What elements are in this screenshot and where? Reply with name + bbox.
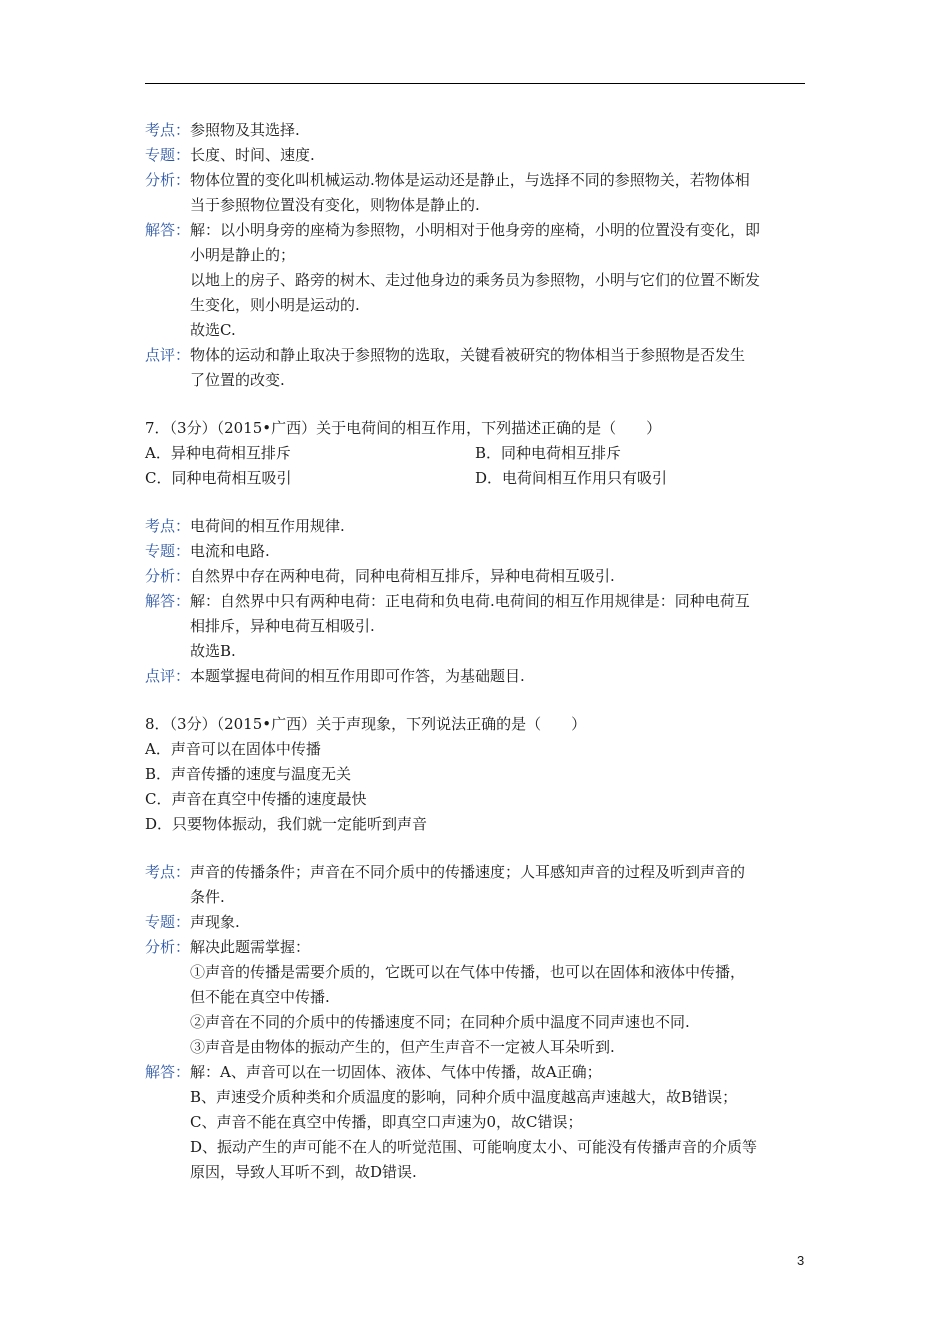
q7-options	[145, 441, 810, 491]
text-line: D、振动产生的声可能不在人的听觉范围、可能响度太小、可能没有传播声音的介质等	[190, 1138, 758, 1156]
text-line: 解：自然界中只有两种电荷：正电荷和负电荷.电荷间的相互作用规律是：同种电荷互	[190, 592, 750, 610]
text-line: 相排斥，异种电荷互相吸引.	[190, 617, 375, 635]
q8-kaodian	[145, 860, 810, 910]
text-line: 解：以小明身旁的座椅为参照物，小明相对于他身旁的座椅，小明的位置没有变化，即	[190, 221, 761, 239]
q6-fenxi	[145, 168, 810, 218]
text-line: 原因，导致人耳听不到，故D错误.	[190, 1163, 417, 1181]
text-line: 小明是静止的；	[190, 246, 296, 264]
q6-kaodian	[145, 118, 810, 143]
page-number: 3	[797, 1253, 805, 1268]
label-dianping: 点评：	[145, 346, 191, 364]
text-line: 声音的传播条件；声音在不同介质中的传播速度；人耳感知声音的过程及听到声音的	[190, 863, 746, 881]
q8-stem: 8．（3分）（2015•广西）关于声现象，下列说法正确的是（ ）	[145, 715, 587, 733]
text-line: 长度、时间、速度.	[190, 146, 315, 164]
q7-option-a: A．异种电荷相互排斥	[145, 444, 291, 462]
text-line: C、声音不能在真空中传播，即真空口声速为0，故C错误；	[190, 1113, 583, 1131]
q8-fenxi	[145, 935, 810, 1060]
text-line: ①声音的传播是需要介质的，它既可以在气体中传播，也可以在固体和液体中传播，	[190, 963, 746, 981]
text-line: 故选B.	[190, 642, 236, 660]
q8-option-d: D．只要物体振动，我们就一定能听到声音	[145, 815, 428, 833]
text-line: 故选C.	[190, 321, 236, 339]
text-line: 了位置的改变.	[190, 371, 285, 389]
text-line: 参照物及其选择.	[190, 121, 300, 139]
q7-option-c: C．同种电荷相互吸引	[145, 469, 292, 487]
q8-option-c: C．声音在真空中传播的速度最快	[145, 790, 367, 808]
label-fenxi: 分析：	[145, 567, 191, 585]
text-line: ②声音在不同的介质中的传播速度不同；在同种介质中温度不同声速也不同.	[190, 1013, 690, 1031]
q6-dianping	[145, 343, 810, 393]
label-kaodian: 考点：	[145, 863, 191, 881]
q7-option-b: B．同种电荷相互排斥	[475, 444, 622, 462]
text-line: 电流和电路.	[190, 542, 270, 560]
q8-option-b: B．声音传播的速度与温度无关	[145, 765, 352, 783]
label-kaodian: 考点：	[145, 121, 191, 139]
text-line: 当于参照物位置没有变化，则物体是静止的.	[190, 196, 480, 214]
label-jieda: 解答：	[145, 592, 191, 610]
text-line: 本题掌握电荷间的相互作用即可作答，为基础题目.	[190, 667, 525, 685]
text-line: B、声速受介质种类和介质温度的影响，同种介质中温度越高声速越大，故B错误；	[190, 1088, 738, 1106]
q7-kaodian	[145, 514, 810, 539]
q7-dianping	[145, 664, 810, 689]
q7-jieda	[145, 589, 810, 664]
label-zhuanti: 专题：	[145, 146, 191, 164]
label-jieda: 解答：	[145, 221, 191, 239]
text-line: 自然界中存在两种电荷，同种电荷相互排斥，异种电荷相互吸引.	[190, 567, 615, 585]
label-fenxi: 分析：	[145, 938, 191, 956]
text-line: ③声音是由物体的振动产生的，但产生声音不一定被人耳朵听到.	[190, 1038, 615, 1056]
header-rule	[145, 83, 805, 84]
text-line: 解决此题需掌握：	[190, 938, 311, 956]
q8-option-a: A．声音可以在固体中传播	[145, 740, 321, 758]
text-line: 电荷间的相互作用规律.	[190, 517, 345, 535]
text-line: 以地上的房子、路旁的树木、走过他身边的乘务员为参照物，小明与它们的位置不断发	[190, 271, 761, 289]
q6-jieda	[145, 218, 810, 343]
label-dianping: 点评：	[145, 667, 191, 685]
label-zhuanti: 专题：	[145, 913, 191, 931]
label-kaodian: 考点：	[145, 517, 191, 535]
q8-zhuanti	[145, 910, 810, 935]
q7-option-d: D．电荷间相互作用只有吸引	[475, 469, 668, 487]
q6-zhuanti	[145, 143, 810, 168]
q8-jieda	[145, 1060, 810, 1185]
text-line: 解：A、声音可以在一切固体、液体、气体中传播，故A正确；	[190, 1063, 602, 1081]
q7-zhuanti	[145, 539, 810, 564]
document-page	[145, 118, 810, 1185]
text-line: 物体位置的变化叫机械运动.物体是运动还是静止，与选择不同的参照物关，若物体相	[190, 171, 750, 189]
text-line: 声现象.	[190, 913, 240, 931]
text-line: 但不能在真空中传播.	[190, 988, 330, 1006]
text-line: 条件.	[190, 888, 225, 906]
label-fenxi: 分析：	[145, 171, 191, 189]
q7-fenxi	[145, 564, 810, 589]
label-jieda: 解答：	[145, 1063, 191, 1081]
label-zhuanti: 专题：	[145, 542, 191, 560]
text-line: 物体的运动和静止取决于参照物的选取，关键看被研究的物体相当于参照物是否发生	[190, 346, 746, 364]
q7-stem: 7．（3分）（2015•广西）关于电荷间的相互作用，下列描述正确的是（ ）	[145, 419, 662, 437]
text-line: 生变化，则小明是运动的.	[190, 296, 360, 314]
